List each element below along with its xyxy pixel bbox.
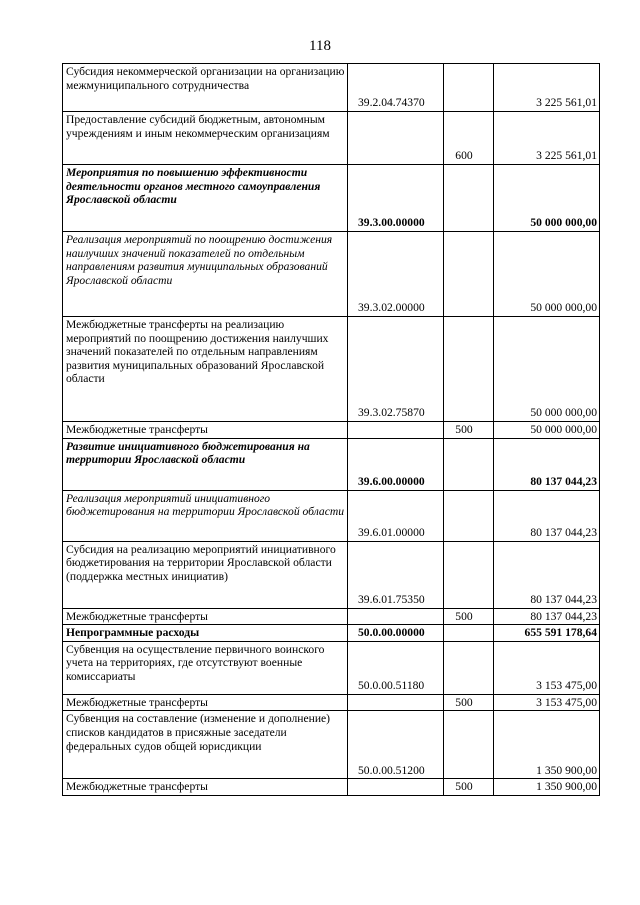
table-row (63, 694, 600, 711)
row-code: 39.3.02.00000 (348, 232, 444, 317)
row-name: Мероприятия по повышению эффективности деятельности органов местного самоуправления Ярославской области (63, 165, 348, 232)
row-code (348, 112, 444, 165)
table-row (63, 438, 600, 490)
row-code: 39.3.00.00000 (348, 165, 444, 232)
row-sum: 80 137 044,23 (494, 541, 600, 608)
table-row (63, 608, 600, 625)
table-row (63, 422, 600, 439)
table-row (63, 232, 600, 317)
row-sum: 80 137 044,23 (494, 438, 600, 490)
table-row (63, 711, 600, 779)
row-expense-type (444, 490, 494, 541)
row-code: 50.0.00.51180 (348, 641, 444, 694)
table-row (63, 317, 600, 422)
row-sum: 3 153 475,00 (494, 694, 600, 711)
row-expense-type: 500 (444, 608, 494, 625)
row-code: 39.6.01.75350 (348, 541, 444, 608)
row-name: Реализация мероприятий инициативного бюджетирования на территории Ярославской области (63, 490, 348, 541)
row-sum: 80 137 044,23 (494, 608, 600, 625)
row-name: Непрограммные расходы (63, 625, 348, 642)
row-name: Межбюджетные трансферты (63, 608, 348, 625)
row-sum: 50 000 000,00 (494, 422, 600, 439)
row-sum: 50 000 000,00 (494, 165, 600, 232)
budget-table (62, 63, 600, 796)
row-sum: 1 350 900,00 (494, 779, 600, 796)
row-expense-type (444, 438, 494, 490)
table-row (63, 641, 600, 694)
row-expense-type (444, 232, 494, 317)
table-row (63, 625, 600, 642)
row-code (348, 779, 444, 796)
row-name: Межбюджетные трансферты (63, 779, 348, 796)
table-row (63, 541, 600, 608)
row-sum: 1 350 900,00 (494, 711, 600, 779)
row-code: 39.3.02.75870 (348, 317, 444, 422)
row-expense-type (444, 541, 494, 608)
row-name: Субсидия некоммерческой организации на организацию межмуниципального сотрудничества (63, 64, 348, 112)
page-number: 118 (309, 38, 331, 54)
row-sum: 80 137 044,23 (494, 490, 600, 541)
row-expense-type (444, 317, 494, 422)
table-row (63, 490, 600, 541)
row-expense-type (444, 641, 494, 694)
row-sum: 50 000 000,00 (494, 232, 600, 317)
row-code (348, 608, 444, 625)
row-code: 39.6.00.00000 (348, 438, 444, 490)
row-expense-type (444, 625, 494, 642)
row-sum: 3 225 561,01 (494, 64, 600, 112)
row-name: Межбюджетные трансферты (63, 422, 348, 439)
row-code: 39.2.04.74370 (348, 64, 444, 112)
row-name: Субсидия на реализацию мероприятий инициативного бюджетирования на территории Ярославской области (поддержка местных инициатив) (63, 541, 348, 608)
row-name: Развитие инициативного бюджетирования на территории Ярославской области (63, 438, 348, 490)
row-name: Межбюджетные трансферты на реализацию мероприятий по поощрению достижения наилучших значений показателей по отдельным направлениям развития муниципальных образований Ярославской области (63, 317, 348, 422)
row-sum: 3 225 561,01 (494, 112, 600, 165)
table-row (63, 112, 600, 165)
row-name: Субвенция на составление (изменение и дополнение) списков кандидатов в присяжные заседатели федеральных судов общей юрисдикции (63, 711, 348, 779)
row-sum: 3 153 475,00 (494, 641, 600, 694)
row-code: 39.6.01.00000 (348, 490, 444, 541)
row-expense-type: 500 (444, 779, 494, 796)
row-sum: 50 000 000,00 (494, 317, 600, 422)
row-name: Межбюджетные трансферты (63, 694, 348, 711)
row-code: 50.0.00.51200 (348, 711, 444, 779)
row-sum: 655 591 178,64 (494, 625, 600, 642)
row-code (348, 422, 444, 439)
row-expense-type: 600 (444, 112, 494, 165)
row-expense-type: 500 (444, 422, 494, 439)
row-code: 50.0.00.00000 (348, 625, 444, 642)
row-expense-type (444, 711, 494, 779)
row-expense-type (444, 165, 494, 232)
row-name: Предоставление субсидий бюджетным, автономным учреждениям и иным некоммерческим организациям (63, 112, 348, 165)
row-name: Реализация мероприятий по поощрению достижения наилучших значений показателей по отдельным направлениям развития муниципальных образований Ярославской области (63, 232, 348, 317)
row-expense-type (444, 64, 494, 112)
row-expense-type: 500 (444, 694, 494, 711)
table-row (63, 165, 600, 232)
table-row (63, 64, 600, 112)
row-code (348, 694, 444, 711)
table-row (63, 779, 600, 796)
row-name: Субвенция на осуществление первичного воинского учета на территориях, где отсутствуют военные комиссариаты (63, 641, 348, 694)
